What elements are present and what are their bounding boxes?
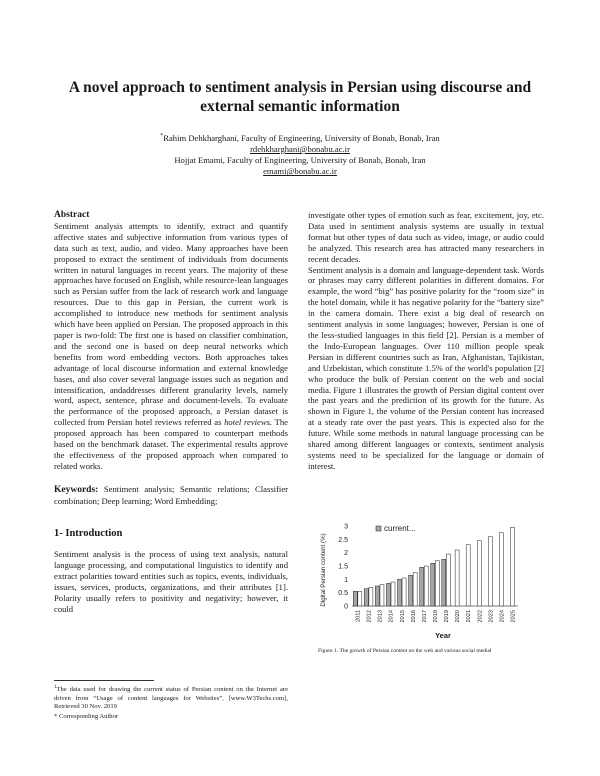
bar-prediction-2014: [391, 582, 395, 606]
bar-prediction-2019: [446, 554, 450, 606]
abstract-text: Sentiment analysis attempts to identify, extract and quantify affective states and subjective information from various types of data such as text, audio, and video. Many approaches have been proposed to extract the sentiment of individuals from documents written in natural languages in recent years. The majority of these approaches have focused on English, while resource-lean languages such as Persian suffer from the lack of research work and language resources. Due to this gap in Persian, the current work is accomplished to introduce new methods for sentiment analysis which have been applied on Persian. The proposed approach in this paper is two-fold: The first one is based on classifier combination, and the second one is based on deep neural networks which benefits from word embedding vectors. Both approaches takes advantage of local discourse information and external knowledge bases, and also cover several language issues such as negation and intensification, andaddresses different granularity levels, namely word, aspect, sentence, phrase and document-levels. To evaluate the performance of the proposed approach, a Persian dataset is collected from Persian hotel reviews referred as hotel reviews. The proposed approach has been compared to counterpart methods based on the benchmark dataset. The experimental results approve the effectiveness of the proposed approach when compared to related works.: [54, 220, 289, 471]
abstract-heading: Abstract: [54, 210, 90, 220]
x-tick-label: 2016: [410, 610, 417, 623]
x-tick-label: 2012: [366, 610, 373, 623]
x-tick-label: 2023: [488, 610, 495, 623]
corresponding-mark: *: [160, 133, 164, 139]
x-tick-label: 2019: [444, 610, 451, 623]
bar-current-2015: [398, 579, 402, 606]
x-tick-label: 2020: [455, 610, 462, 623]
bar-current-2016: [409, 575, 413, 606]
footnote-rule: [54, 680, 154, 681]
x-tick-label: 2011: [355, 610, 362, 623]
intro-paragraph-1: Sentiment analysis is the process of using text analysis, natural language processing, and computational linguistics to identify and extract polarities toward entities such as topics, events, individuals, issues, services, products, organizations, and their attributes [1]. Polarity usually refers to positivity and negativity; however, it could: [54, 549, 288, 614]
x-tick-label: 2018: [433, 610, 439, 623]
author-block: [60, 131, 540, 178]
section-heading-introduction: 1- Introduction: [54, 527, 123, 539]
bar-current-2011: [353, 591, 357, 606]
legend-label-current: current...: [384, 524, 416, 533]
y-tick-label: 0: [344, 603, 348, 611]
intro-paragraph-2: investigate other types of emotion such as fear, excitement, joy, etc. Data used in sentiment analysis systems are usually in textual format but other types of data such as video, image, or audio could be analyzed. This research area has attracted many researchers in recent decades.: [308, 210, 544, 264]
bar-prediction-2013: [380, 585, 384, 606]
x-axis-label: Year: [435, 631, 451, 640]
bar-prediction-2016: [413, 573, 417, 606]
x-tick-label: 2024: [499, 610, 506, 623]
x-tick-label: 2014: [388, 610, 395, 623]
x-tick-label: 2022: [477, 610, 484, 623]
bar-prediction-2017: [424, 566, 428, 606]
left-column: [54, 210, 288, 615]
x-tick-label: 2021: [466, 610, 473, 623]
y-tick-label: 1.5: [338, 563, 348, 571]
footnote-1: $^1$The data used for drawing the current status of Persian content on the Internet are driven from “Usage of content languages for Websites”, [www.W3Techs.com], Retrieved 30 Nov. 2019: [54, 685, 288, 710]
figure-1-chart: [318, 518, 523, 644]
bar-prediction-2011: [358, 591, 362, 606]
bar-current-2014: [386, 583, 390, 606]
author-2-affiliation: Hojjat Emami, Faculty of Engineering, University of Bonab, Bonab, Iran: [174, 155, 426, 166]
bar-prediction-2018: [435, 561, 439, 606]
bar-current-2018: [431, 563, 435, 606]
author-2-email-link[interactable]: emami@bonabu.ac.ir: [263, 166, 337, 177]
y-tick-label: 0.5: [338, 590, 348, 598]
x-tick-label: 2017: [421, 610, 428, 623]
y-tick-label: 2.5: [338, 536, 348, 544]
bar-prediction-2015: [402, 578, 406, 606]
footnotes: [54, 684, 288, 722]
intro-paragraph-3: Sentiment analysis is a domain and language-dependent task. Words or phrases may carry different polarities in different domains. For example, the word “big” has positive polarity for the “room size” in the hotel domain, while it has negative polarity for the “battery size” in the camera domain. There exist a big deal of research on sentiment analysis in some languages; however, Persian is one of the less-studied languages in this field [2]. Persian is a member of the Indo-European languages. Over 110 million people speak Persian in different countries such as Iran, Afghanistan, Tajikistan, and Uzbekistan, which constitute 1.5% of the world's population [2] who produce the bulk of Persian content on the web and social media. Figure 1 illustrates the growth of Persian digital content over the past years and the prediction of its growth for the future. As shown in Figure 1, the volume of the Persian content has increased at a steady rate over the past years. This is expected also for the future. While some methods in natural language processing can be shared among different languages or contexts, sentiment analysis systems need to be specialized for the language or domain of interest.: [308, 264, 544, 471]
y-tick-label: 3: [344, 523, 348, 531]
author-1-affiliation: Rahim Dehkharghani, Faculty of Engineering, University of Bonab, Bonab, Iran: [163, 132, 440, 143]
x-tick-label: 2015: [399, 610, 406, 623]
bar-prediction-2025: [510, 527, 514, 606]
right-column: [308, 210, 544, 472]
bar-prediction-2022: [477, 541, 481, 606]
x-tick-label: 2013: [377, 610, 384, 623]
y-tick-label: 2: [344, 550, 348, 558]
y-axis-label: Digital Persian content (%): [320, 533, 327, 607]
bar-prediction-2021: [466, 545, 470, 606]
bar-prediction-2024: [499, 533, 503, 606]
author-1-email-link[interactable]: rdehkharghani@bonabu.ac.ir: [250, 144, 350, 155]
y-tick-label: 1: [344, 576, 348, 584]
keywords-heading: Keywords:: [54, 484, 99, 495]
keywords-text: Sentiment analysis; Semantic relations; Classifier combination; Deep learning; Word Embedding;: [54, 483, 288, 506]
footnote-corresponding-author: * Corresponding Author: [54, 713, 119, 721]
legend-swatch-current: [376, 526, 381, 531]
author-1: [60, 131, 540, 144]
abstract-italic: hotel reviews.: [224, 417, 273, 428]
bar-current-2013: [375, 586, 379, 606]
bar-prediction-2012: [369, 587, 373, 606]
bar-current-2012: [364, 589, 368, 606]
figure-1-caption: Figure 1. The growth of Persian content on the web and various social medial: [318, 648, 492, 654]
bar-current-2019: [442, 559, 446, 606]
bar-prediction-2023: [488, 537, 492, 606]
x-tick-label: 2025: [510, 610, 517, 623]
keywords: [54, 484, 288, 507]
bar-prediction-2020: [455, 550, 459, 606]
paper-title: A novel approach to sentiment analysis in Persian using discourse and external semantic information: [68, 79, 532, 115]
bar-current-2017: [420, 567, 424, 606]
